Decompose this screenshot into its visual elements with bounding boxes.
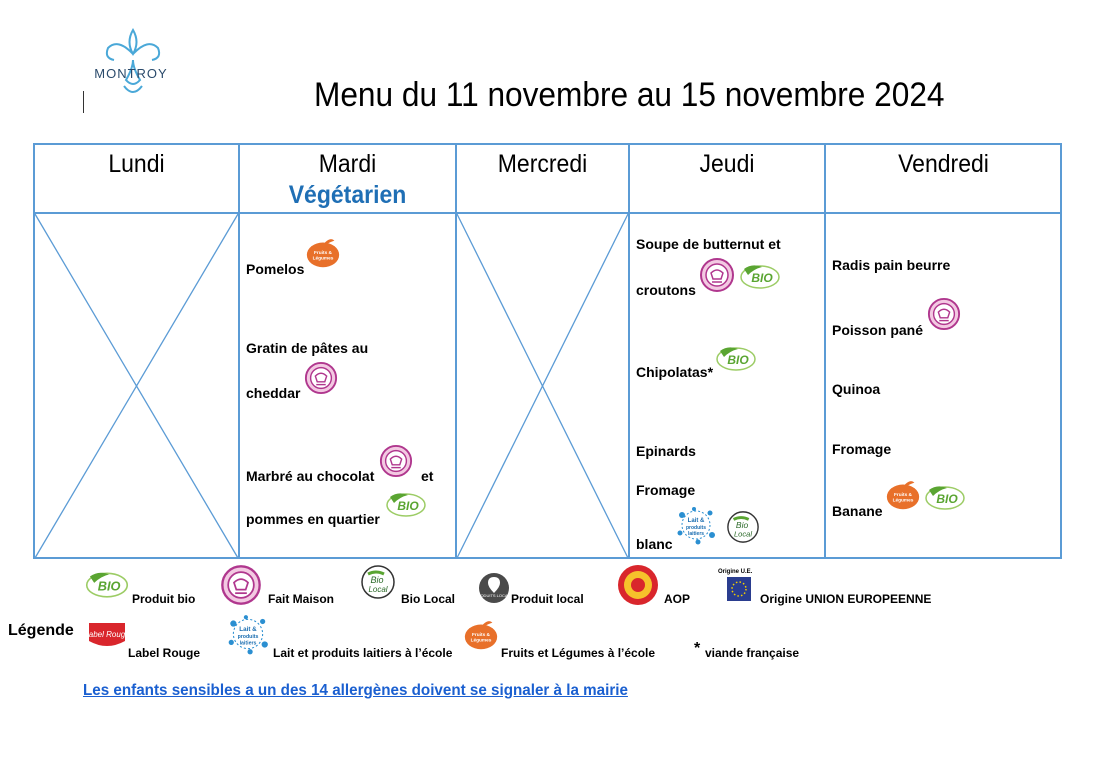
menu-item: Marbré au chocolat <box>246 468 375 484</box>
bio-local-icon <box>726 510 760 544</box>
fait-maison-icon <box>927 297 961 331</box>
lait-ecole-icon <box>225 613 271 655</box>
menu-item: Radis pain beurre <box>832 257 951 273</box>
svg-text:PRODUITS LOCAUX: PRODUITS LOCAUX <box>474 593 514 598</box>
menu-item: Poisson pané <box>832 322 924 338</box>
lait-ecole-icon <box>674 505 718 545</box>
allergen-notice-link[interactable]: Les enfants sensibles a un des 14 allergènes doivent se signaler à la mairie <box>83 682 628 699</box>
menu-item: Fromage <box>832 441 892 457</box>
legend-label: Lait et produits laitiers à l’école <box>273 646 453 660</box>
label-rouge-icon <box>86 619 128 651</box>
page-title: Menu du 11 novembre au 15 novembre 2024 <box>314 76 945 114</box>
fait-maison-icon <box>304 361 338 395</box>
svg-text:Label Rouge: Label Rouge <box>84 630 130 639</box>
montroy-logo-icon <box>88 28 178 100</box>
menu-item: blanc <box>636 536 673 552</box>
fait-maison-icon <box>379 444 413 478</box>
day-lundi: Lundi <box>108 150 165 178</box>
fait-maison-icon <box>699 257 735 293</box>
bio-icon <box>714 343 758 373</box>
menu-item: Quinoa <box>832 381 881 397</box>
menu-item: Banane <box>832 503 883 519</box>
fait-maison-icon <box>220 564 262 606</box>
day-mardi: Mardi <box>318 150 377 178</box>
bio-local-icon <box>360 564 396 600</box>
legend-label: Label Rouge <box>128 646 201 660</box>
fruits-ecole-icon <box>462 618 500 652</box>
vegetarian-badge: Végétarien <box>288 181 407 209</box>
origine-ue-tag: Origine U.E. <box>718 569 753 575</box>
mercredi-closed-cross <box>457 214 628 558</box>
legend-label: AOP <box>664 592 691 606</box>
fruits-ecole-icon <box>884 478 922 512</box>
legend-label: Fruits et Légumes à l’école <box>501 646 656 660</box>
bio-icon <box>83 568 131 600</box>
menu-item: Pomelos <box>246 261 305 277</box>
produit-local-icon <box>474 572 514 604</box>
lundi-closed-cross <box>35 214 238 558</box>
menu-item: Fromage <box>636 482 696 498</box>
legend-label: Produit local <box>511 592 584 606</box>
menu-item: croutons <box>636 282 696 298</box>
fruits-ecole-icon <box>304 236 342 270</box>
menu-item: et <box>421 468 434 484</box>
legend-label: Fait Maison <box>268 592 335 606</box>
legend-label: viande française <box>705 646 800 660</box>
bio-icon <box>384 489 428 519</box>
asterisk-marker: * <box>694 640 701 657</box>
bio-icon <box>923 482 967 512</box>
legend-label: Produit bio <box>132 592 196 606</box>
menu-item: Epinards <box>636 443 696 459</box>
menu-item: Chipolatas* <box>636 364 714 380</box>
menu-item: cheddar <box>246 385 301 401</box>
legend-label: Origine UNION EUROPEENNE <box>760 592 932 606</box>
menu-item: Gratin de pâtes au <box>246 340 369 356</box>
bio-icon <box>738 261 782 291</box>
day-mercredi: Mercredi <box>497 150 588 178</box>
menu-item: pommes en quartier <box>246 511 380 527</box>
legend-label: Bio Local <box>401 592 456 606</box>
day-jeudi: Jeudi <box>699 150 755 178</box>
legend-title: Légende <box>8 622 74 639</box>
logo-text: MONTROY <box>94 66 168 81</box>
header-divider <box>83 91 84 113</box>
aop-icon <box>613 564 663 606</box>
menu-item: Soupe de butternut et <box>636 236 781 252</box>
eu-flag-icon <box>727 577 751 601</box>
day-vendredi: Vendredi <box>898 150 989 178</box>
